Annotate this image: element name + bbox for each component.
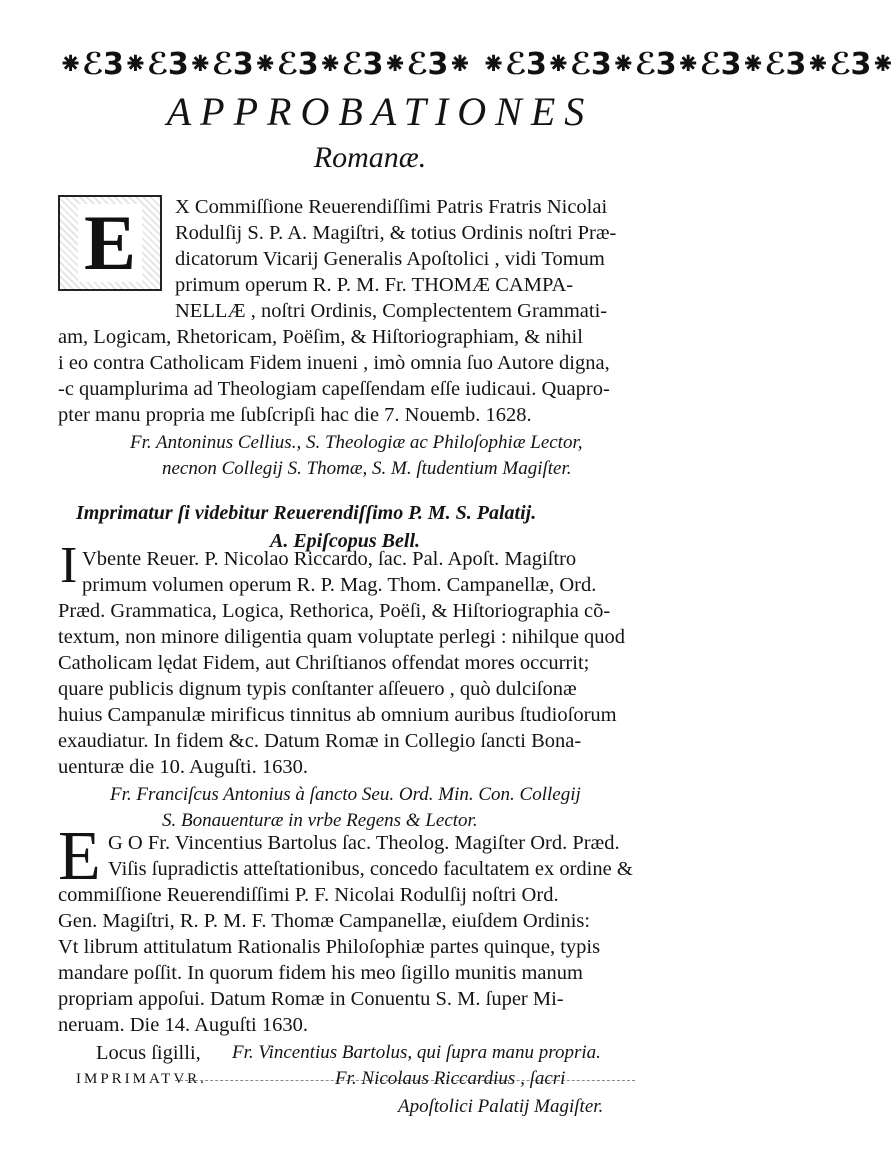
page-subtitle: Romanæ. [313,141,427,174]
approbation1-line: dicatorum Vicarij Generalis Apoſtolici , vidi Tomum [175,248,605,270]
approbation1-line: primum operum R. P. M. Fr. THOMÆ CAMPA- [175,274,574,296]
approbation3-signature: Fr. Vincentius Bartolus, qui ſupra manu propria. [232,1042,601,1063]
approbation3-line: propriam appoſui. Datum Romæ in Conuentu S. M. ſuper Mi- [58,988,564,1010]
approbation3-line: Gen. Magiſtri, R. P. M. F. Thomæ Campanellæ, eiuſdem Ordinis: [58,910,591,932]
approbation2-line: textum, non minore diligentia quam voluptate perlegi : nihilque quod [58,626,626,648]
final-signature: Apoſtolici Palatij Magiſter. [398,1096,604,1117]
approbation2-line: huius Campanulæ mirificus tinnitus ab omnium auribus ſtudioſorum [58,704,617,726]
approbation2-signature: Fr. Franciſcus Antonius à ſancto Seu. Ord. Min. Con. Collegij [110,784,581,805]
approbation1-signature: necnon Collegij S. Thomæ, S. M. ſtudentium Magiſter. [162,458,572,479]
decorated-initial: E [58,195,162,291]
imprimatur-label: IMPRIMATVR. [76,1071,207,1087]
approbation3-line: Viſis ſupradictis atteſtationibus, concedo facultatem ex ordine & [108,858,633,880]
approbation3-line: mandare poſſit. In quorum fidem his meo ſigillo munitis manum [58,962,583,984]
approbation1-line: Rodulſij S. P. A. Magiſtri, & totius Ordinis noſtri Præ- [175,222,617,244]
approbation3-line: G O Fr. Vincentius Bartolus ſac. Theolog. Magiſter Ord. Præd. [108,832,620,854]
seal-place-label: Locus ſigilli, [96,1042,201,1064]
approbation1-signature: Fr. Antoninus Cellius., S. Theologiæ ac Philoſophiæ Lector, [130,432,583,453]
imprimatur-line: Imprimatur ſi videbitur Reuerendiſſimo P. M. S. Palatij. [76,502,537,524]
approbation2-line: uenturæ die 10. Auguſti. 1630. [58,756,308,778]
approbation1-line: pter manu propria me ſubſcripſi hac die 7. Nouemb. 1628. [58,404,532,426]
initial-letter: E [58,818,101,895]
imprimatur-signature: A. Epiſcopus Bell. [270,530,421,552]
initial-letter: I [60,537,78,594]
final-signature: Fr. Nicolaus Riccardius , ſacri [335,1068,566,1089]
approbation1-line: -c quamplurima ad Theologiam capeſſendam eſſe iudicaui. Quapro- [58,378,610,400]
approbation2-line: primum volumen operum R. P. Mag. Thom. Campanellæ, Ord. [82,574,597,596]
approbation2-line: Vbente Reuer. P. Nicolao Riccardo, ſac. Pal. Apoſt. Magiſtro [82,548,577,570]
approbation2-line: quare publicis dignum typis conſtanter aſſeuero , quò dulciſonæ [58,678,577,700]
approbation3-line: neruam. Die 14. Auguſti 1630. [58,1014,308,1036]
approbation3-line: commiſſione Reuerendiſſimi P. F. Nicolai Rodulſij noſtri Ord. [58,884,559,906]
header-ornament: ⁕ℰ3⁕ℰ3⁕ℰ3⁕ℰ3⁕ℰ3⁕ℰ3⁕ ⁕ℰ3⁕ℰ3⁕ℰ3⁕ℰ3⁕ℰ3⁕ℰ3⁕ [58,47,894,82]
approbation2-signature: S. Bonauenturæ in vrbe Regens & Lector. [162,810,478,831]
approbation1-line: X Commiſſione Reuerendiſſimi Patris Fratris Nicolai [175,196,608,218]
approbation2-line: exaudiatur. In fidem &c. Datum Romæ in Collegio ſancti Bona- [58,730,582,752]
approbation2-line: Catholicam lędat Fidem, aut Chriſtianos offendat mores occurrit; [58,652,590,674]
approbation1-line: am, Logicam, Rhetoricam, Poëſim, & Hiſtoriographiam, & nihil [58,326,583,348]
approbation2-line: Præd. Grammatica, Logica, Rethorica, Poëſi, & Hiſtoriographia cõ- [58,600,611,622]
page-title: APPROBATIONES [166,89,594,134]
approbation1-line: i eo contra Catholicam Fidem inueni , imò omnia ſuo Autore digna, [58,352,610,374]
approbation1-line: NELLÆ , noſtri Ordinis, Complectentem Grammati- [175,300,608,322]
approbation3-line: Vt librum attitulatum Rationalis Philoſophiæ partes quinque, typis [58,936,601,958]
